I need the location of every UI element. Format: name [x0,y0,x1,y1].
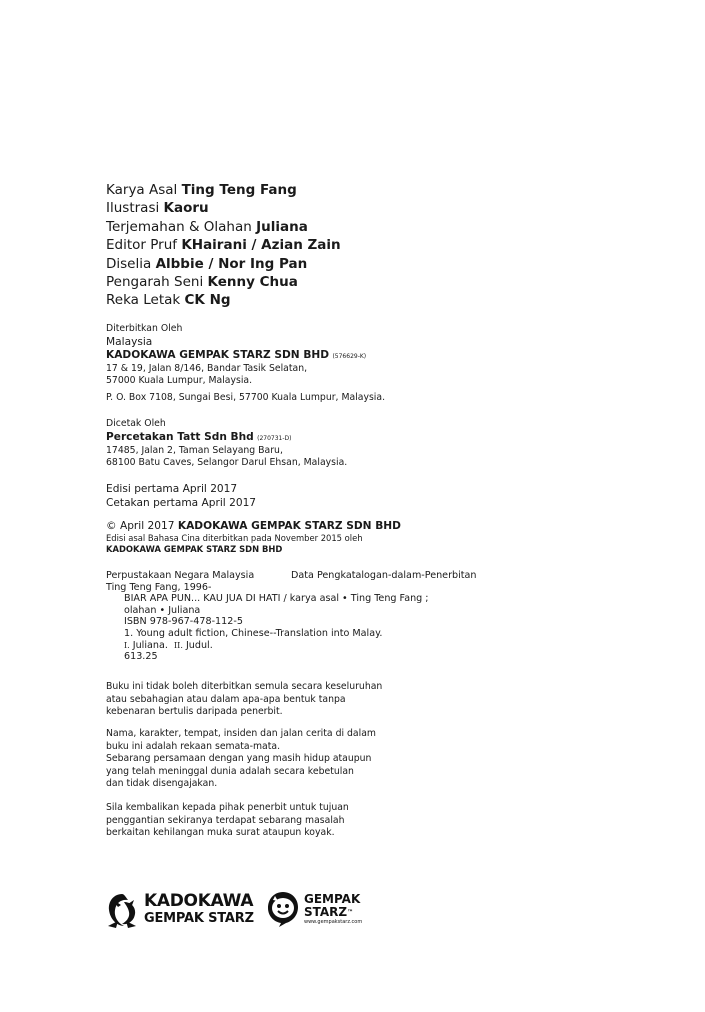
credit-row [106,181,341,199]
notice-line: atau sebahagian atau dalam apa-apa bentuk tanpa [106,693,346,705]
credit-role: Ilustrasi [106,200,160,217]
cataloguing-library: Perpustakaan Negara Malaysia [106,570,255,581]
printer-reg-no: (270731-D) [257,434,292,442]
cataloguing-subject: 1. Young adult fiction, Chinese--Translation into Malay. [124,627,383,639]
notice-paragraph-2 [106,728,376,791]
credit-role: Reka Letak [106,292,181,309]
cataloguing-author: Ting Teng Fang, 1996- [106,581,212,593]
credit-name: KHairani / Azian Zain [181,237,341,254]
gempak-url: www.gempakstarz.com [304,918,363,925]
edition-block [106,483,256,510]
credit-row [106,255,341,273]
credit-row [106,236,341,254]
original-edition-note: Edisi asal Bahasa Cina diterbitkan pada November 2015 oleh [106,533,363,543]
entry-text: Judul. [185,639,213,651]
publisher-po-box: P. O. Box 7108, Sungai Besi, 57700 Kuala Lumpur, Malaysia. [106,391,386,403]
credit-name: Kenny Chua [207,274,298,291]
copyright-prefix: © April 2017 [106,520,175,532]
notice-paragraph-3 [106,802,349,840]
gempak-starz-wordmark [304,893,362,926]
notice-line: Sebarang persamaan dengan yang masih hidup ataupun [106,753,372,765]
cataloguing-isbn: ISBN 978-967-478-112-5 [124,616,243,628]
credit-name: Ting Teng Fang [181,182,297,198]
printer-address-2: 68100 Batu Caves, Selangor Darul Ehsan, Malaysia. [106,457,348,469]
kadokawa-line2: GEMPAK STARZ [144,911,254,926]
notice-line: buku ini adalah rekaan semata-mata. [106,740,281,752]
printer-address-1: 17485, Jalan 2, Taman Selayang Baru, [106,444,283,456]
credit-name: Juliana [256,218,308,235]
credit-name: Kaoru [163,200,209,217]
first-print: Cetakan pertama April 2017 [106,496,257,509]
cataloguing-adaptation: olahan • Juliana [124,604,201,616]
printer-block [106,418,347,470]
first-edition: Edisi pertama April 2017 [106,483,238,495]
kadokawa-wordmark [144,893,254,927]
credits-list [106,181,341,310]
notice-line: Sila kembalikan kepada pihak penerbit untuk tujuan [106,802,349,813]
gempak-starz-text: STARZ [304,904,348,919]
trademark-symbol: ™ [347,908,354,916]
notice-line: kebenaran bertulis daripada penerbit. [106,706,283,718]
publisher-name-line [106,349,385,363]
notice-line: Nama, karakter, tempat, insiden dan jalan cerita di dalam [106,728,376,739]
credit-row [106,199,341,217]
entry-text: Juliana. [132,639,168,651]
gempak-starz-logo [266,890,362,928]
publisher-address-2: 57000 Kuala Lumpur, Malaysia. [106,375,253,387]
notice-line: berkaitan kehilangan muka surat ataupun koyak. [106,827,335,839]
publisher-name: KADOKAWA GEMPAK STARZ SDN BHD [106,348,330,361]
notice-line: penggantian sekiranya terdapat sebarang masalah [106,814,345,826]
cataloguing-classification: 613.25 [124,651,158,663]
credit-row [106,291,341,309]
credit-name: CK Ng [184,292,231,309]
copyright-line [106,520,401,533]
credit-role: Karya Asal [106,182,178,198]
credit-role: Diselia [106,255,152,272]
credit-row [106,218,341,236]
original-holder: KADOKAWA GEMPAK STARZ SDN BHD [106,543,283,554]
publisher-reg-no: (576629-K) [332,352,367,360]
gempak-line2 [304,906,362,919]
crane-emblem-icon [104,890,140,930]
printer-name-line [106,431,347,445]
cataloguing-entries [106,640,477,652]
notice-line: Buku ini tidak boleh diterbitkan semula secara keseluruhan [106,681,383,692]
printer-label: Dicetak Oleh [106,418,166,429]
gempak-line1: GEMPAK [304,891,361,906]
copyright-holder: KADOKAWA GEMPAK STARZ SDN BHD [177,520,401,532]
copyright-block [106,520,401,554]
credit-row [106,273,341,291]
roman-numeral: I. [124,640,130,650]
printer-name: Percetakan Tatt Sdn Bhd [106,430,254,443]
notice-line: dan tidak disengajakan. [106,778,218,790]
publisher-address-1: 17 & 19, Jalan 8/146, Bandar Tasik Selatan, [106,362,308,374]
cataloguing-data-title: Data Pengkatalogan-dalam-Penerbitan [291,570,477,581]
credit-role: Pengarah Seni [106,274,204,291]
cataloguing-title: BIAR APA PUN... KAU JUA DI HATI / karya asal • Ting Teng Fang ; [124,593,429,605]
cataloguing-block [106,570,477,663]
notice-line: yang telah meninggal dunia adalah secara kebetulan [106,765,354,777]
kadokawa-line1: KADOKAWA [144,891,254,911]
cataloguing-header [106,570,477,582]
credit-name: Albbie / Nor Ing Pan [155,255,308,272]
publisher-country: Malaysia [106,335,153,348]
credit-role: Editor Pruf [106,237,178,254]
credit-role: Terjemahan & Olahan [106,218,252,235]
publisher-label: Diterbitkan Oleh [106,323,183,334]
kadokawa-gempak-starz-logo [104,890,254,930]
publisher-block [106,323,385,404]
notice-paragraph-1 [106,681,382,719]
roman-numeral: II. [174,640,183,650]
mascot-face-icon [266,890,300,928]
